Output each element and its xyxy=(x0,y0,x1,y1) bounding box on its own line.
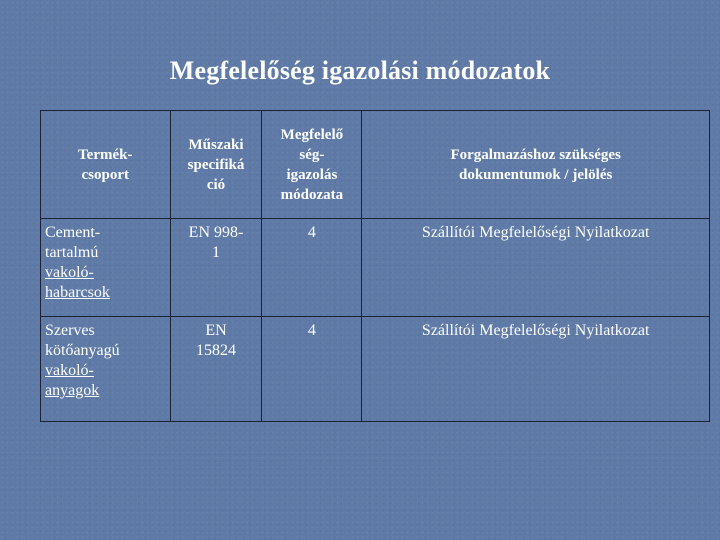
header-required-documents: Forgalmazáshoz szükséges dokumentumok / jelölés xyxy=(362,111,710,219)
product-group-link[interactable]: vakoló- habarcsok xyxy=(45,264,110,301)
slide-title: Megfelelőség igazolási módozatok xyxy=(169,56,551,85)
header-conformity-mode: Megfelelő ség- igazolás módozata xyxy=(262,111,362,219)
required-documents-cell: Szállítói Megfelelőségi Nyilatkozat xyxy=(362,219,710,317)
table-header-row xyxy=(41,111,710,219)
conformity-mode-cell: 4 xyxy=(262,219,362,317)
technical-spec-cell: EN 998- 1 xyxy=(170,219,262,317)
product-group-cell xyxy=(41,317,171,422)
product-group-text: Cement- tartalmú xyxy=(45,224,101,261)
technical-spec-cell: EN 15824 xyxy=(170,317,262,422)
required-documents-cell: Szállítói Megfelelőségi Nyilatkozat xyxy=(362,317,710,422)
table-row xyxy=(41,219,710,317)
product-group-link[interactable]: vakoló- anyagok xyxy=(45,362,100,399)
header-product-group: Termék- csoport xyxy=(41,111,171,219)
table-row xyxy=(41,317,710,422)
header-technical-spec: Műszaki specifiká ció xyxy=(170,111,262,219)
product-group-text: Szerves kötőanyagú xyxy=(45,322,120,359)
product-group-cell xyxy=(41,219,171,317)
conformity-mode-cell: 4 xyxy=(262,317,362,422)
certification-table xyxy=(40,110,710,422)
